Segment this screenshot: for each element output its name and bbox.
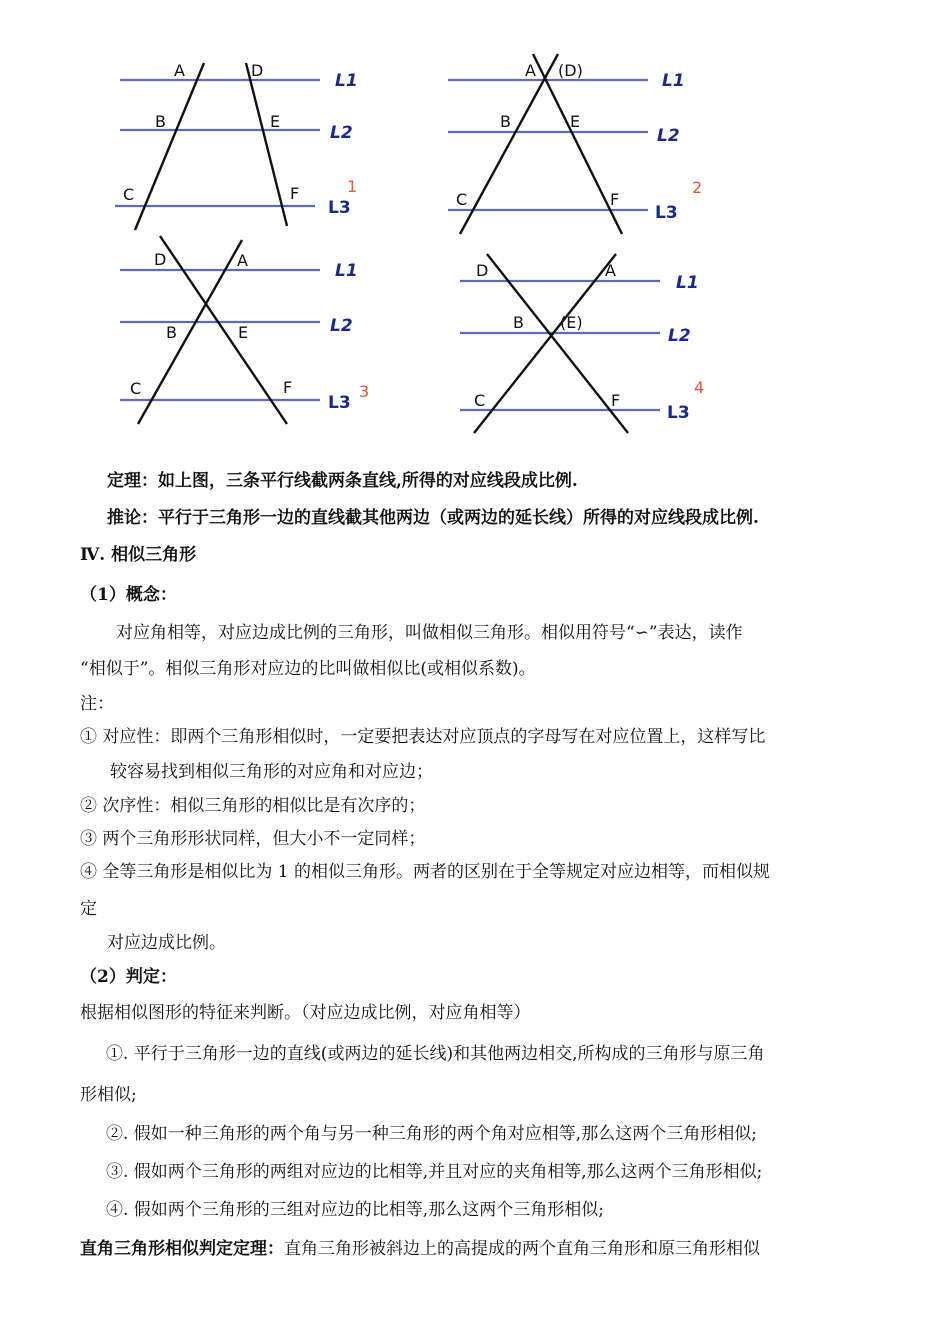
note-4-line-2: 定 — [80, 899, 97, 919]
line-name-l3: L3 — [328, 393, 351, 413]
judgement-intro: 根据相似图形的特征来判断。（对应边成比例，对应角相等） — [80, 1003, 531, 1023]
label-d: D — [154, 250, 167, 269]
line-name-l3: L3 — [655, 203, 678, 223]
figure-number: 1 — [347, 177, 358, 196]
criterion-1-line-2: 形相似; — [80, 1085, 137, 1105]
note-2: ② 次序性：相似三角形的相似比是有次序的； — [80, 796, 426, 816]
label-f: F — [283, 378, 293, 397]
label-c: C — [130, 379, 142, 398]
note-4-line-1: ④ 全等三角形是相似比为 1 的相似三角形。两者的区别在于全等规定对应边相等，而相似规 — [80, 862, 771, 882]
label-b: B — [166, 323, 177, 342]
label-d: D — [476, 261, 489, 280]
label-b: B — [513, 313, 524, 332]
label-a: A — [174, 61, 185, 80]
note-4-line-3: 对应边成比例。 — [107, 933, 226, 953]
label-a: A — [525, 61, 536, 80]
criterion-2: ②. 假如一种三角形的两个角与另一种三角形的两个角对应相等,那么这两个三角形相似; — [106, 1124, 757, 1144]
concept-paragraph-line-1: 对应角相等，对应边成比例的三角形，叫做相似三角形。相似用符号“∽”表达，读作 — [116, 623, 743, 643]
figure-3 — [120, 236, 369, 424]
line-name-l1: L1 — [676, 273, 699, 293]
corollary: 推论：平行于三角形一边的直线截其他两边（或两边的延长线）所得的对应线段成比例. — [107, 508, 759, 528]
criterion-4: ④. 假如两个三角形的三组对应边的比相等,那么这两个三角形相似; — [106, 1200, 604, 1220]
figure-4 — [460, 254, 704, 433]
right-triangle-text: 直角三角形被斜边上的高提成的两个直角三角形和原三角形相似 — [284, 1239, 760, 1259]
label-e: E — [238, 323, 249, 342]
criterion-3: ③. 假如两个三角形的两组对应边的比相等,并且对应的夹角相等,那么这两个三角形相似; — [106, 1162, 763, 1182]
note-1-line-1: ① 对应性：即两个三角形相似时，一定要把表达对应顶点的字母写在对应位置上，这样写比 — [80, 727, 766, 747]
line-name-l3: L3 — [328, 198, 351, 218]
note-1-line-2: 较容易找到相似三角形的对应角和对应边； — [110, 762, 433, 782]
label-e: E — [570, 112, 581, 131]
label-c: C — [456, 190, 468, 209]
note-3: ③ 两个三角形形状同样，但大小不一定同样； — [80, 829, 426, 849]
theorem: 定理：如上图，三条平行线截两条直线,所得的对应线段成比例. — [107, 471, 578, 491]
line-name-l2: L2 — [330, 316, 353, 336]
figure-1 — [115, 61, 358, 230]
figure-number: 3 — [359, 382, 370, 401]
line-name-l1: L1 — [335, 71, 358, 91]
right-triangle-theorem — [80, 1237, 760, 1261]
concept-heading: （1）概念： — [80, 585, 177, 605]
label-f: F — [610, 190, 620, 209]
note-label: 注： — [80, 694, 114, 714]
line-name-l2: L2 — [668, 326, 691, 346]
figure-number: 4 — [694, 378, 705, 397]
label-a: A — [237, 251, 248, 270]
label-f: F — [290, 184, 300, 203]
label-e: (E) — [560, 313, 583, 332]
right-triangle-label: 直角三角形相似判定定理： — [80, 1239, 284, 1259]
line-name-l2: L2 — [330, 123, 353, 143]
label-c: C — [474, 391, 486, 410]
section-title: Ⅳ. 相似三角形 — [80, 545, 197, 565]
line-name-l1: L1 — [662, 71, 685, 91]
label-c: C — [123, 185, 135, 204]
figure-number: 2 — [692, 178, 703, 197]
label-b: B — [500, 112, 511, 131]
line-name-l1: L1 — [335, 261, 358, 281]
label-d: D — [251, 61, 264, 80]
label-f: F — [611, 391, 621, 410]
line-name-l3: L3 — [667, 403, 690, 423]
concept-paragraph-line-2: “相似于”。相似三角形对应边的比叫做相似比(或相似系数)。 — [80, 659, 536, 679]
figure-2 — [448, 54, 702, 234]
label-e: E — [270, 112, 281, 131]
criterion-1-line-1: ①. 平行于三角形一边的直线(或两边的延长线)和其他两边相交,所构成的三角形与原三角 — [106, 1044, 765, 1064]
parallel-lines-figures — [0, 0, 950, 450]
label-a: A — [605, 261, 616, 280]
line-name-l2: L2 — [657, 126, 680, 146]
label-b: B — [155, 112, 166, 131]
label-d: (D) — [558, 61, 583, 80]
judgement-heading: （2）判定： — [80, 967, 177, 987]
